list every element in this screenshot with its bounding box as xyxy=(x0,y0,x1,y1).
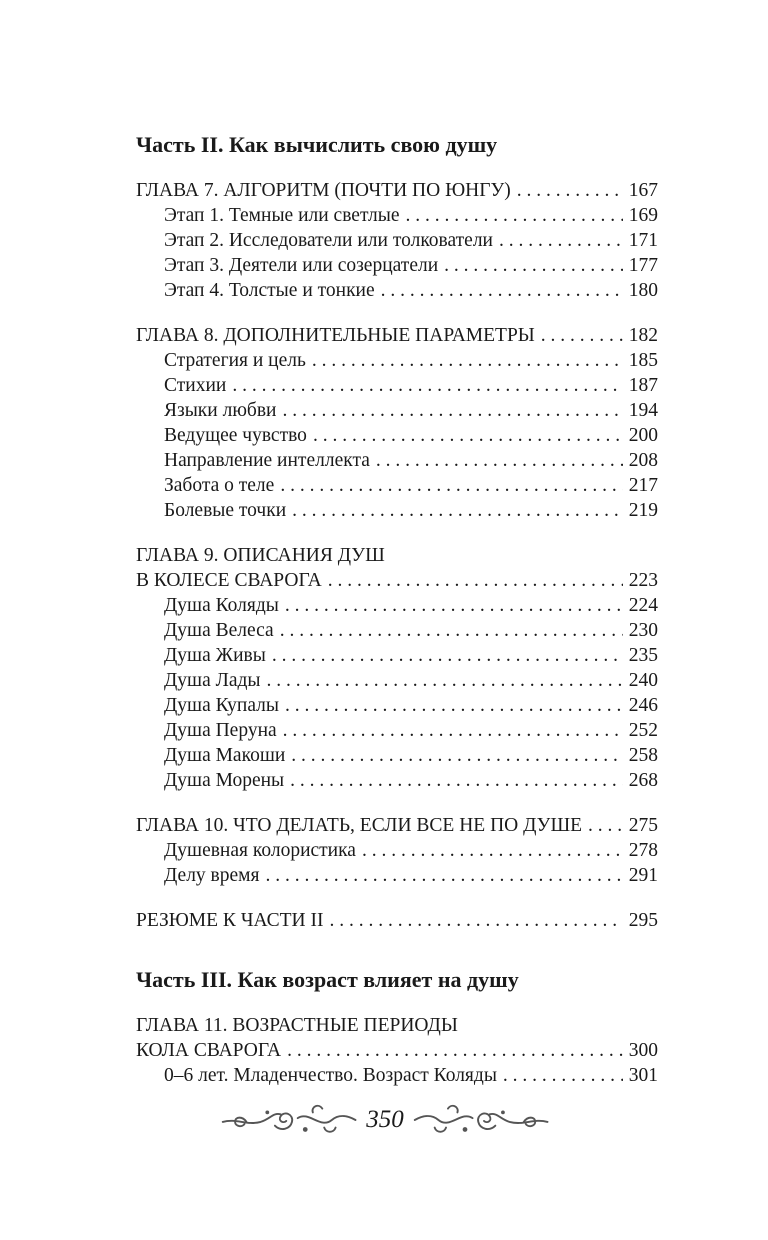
toc-sub-entry[interactable] xyxy=(136,838,658,863)
page-number: 350 xyxy=(366,1106,404,1133)
toc-sub-entry[interactable] xyxy=(136,278,658,303)
leader-dots xyxy=(328,568,623,593)
toc-sub-entry[interactable] xyxy=(136,203,658,228)
page-ref: 167 xyxy=(628,180,658,201)
toc-sub-entry[interactable] xyxy=(136,668,658,693)
leader-dots xyxy=(282,398,622,423)
leader-dots xyxy=(517,178,623,203)
page-ref: 275 xyxy=(628,815,658,836)
entry-label: Болевые точки xyxy=(164,500,287,521)
chapter-title-line: ГЛАВА 11. ВОЗРАСТНЫЕ ПЕРИОДЫ xyxy=(136,1015,458,1036)
summary-title: РЕЗЮМЕ К ЧАСТИ II xyxy=(136,910,324,931)
page-ref: 224 xyxy=(628,595,658,616)
page-ref: 169 xyxy=(628,205,658,226)
page-ref: 301 xyxy=(628,1065,658,1086)
entry-label: Этап 2. Исследователи или толкователи xyxy=(164,230,493,251)
entry-label: Душевная колористика xyxy=(164,840,356,861)
toc-sub-entry[interactable] xyxy=(136,398,658,423)
entry-label: Этап 1. Темные или светлые xyxy=(164,205,400,226)
entry-label: 0–6 лет. Младенчество. Возраст Коляды xyxy=(164,1065,497,1086)
page-ref: 252 xyxy=(628,720,658,741)
entry-label: Забота о теле xyxy=(164,475,275,496)
leader-dots xyxy=(267,668,623,693)
toc-sub-entry[interactable] xyxy=(136,1063,658,1088)
entry-label: Стихии xyxy=(164,375,227,396)
chapter-title: В КОЛЕСЕ СВАРОГА xyxy=(136,570,322,591)
leader-dots xyxy=(362,838,623,863)
page-ref: 182 xyxy=(628,325,658,346)
entry-label: Стратегия и цель xyxy=(164,350,306,371)
leader-dots xyxy=(588,813,623,838)
chapter-title: ГЛАВА 10. ЧТО ДЕЛАТЬ, ЕСЛИ ВСЕ НЕ ПО ДУШЕ xyxy=(136,815,583,836)
toc-sub-entry[interactable] xyxy=(136,643,658,668)
toc-chapter-entry[interactable] xyxy=(136,178,658,203)
page-ref: 240 xyxy=(628,670,658,691)
leader-dots xyxy=(291,743,622,768)
toc-chapter-entry[interactable] xyxy=(136,1038,658,1063)
leader-dots xyxy=(280,618,623,643)
leader-dots xyxy=(313,423,623,448)
leader-dots xyxy=(287,1038,623,1063)
toc-sub-entry[interactable] xyxy=(136,448,658,473)
leader-dots xyxy=(503,1063,623,1088)
leader-dots xyxy=(232,373,622,398)
page-ref: 208 xyxy=(628,450,658,471)
toc-sub-entry[interactable] xyxy=(136,253,658,278)
entry-label: Душа Живы xyxy=(164,645,266,666)
leader-dots xyxy=(283,718,623,743)
part-title: Часть III. Как возраст влияет на душу xyxy=(136,967,519,992)
page-ref: 185 xyxy=(628,350,658,371)
toc-sub-entry[interactable] xyxy=(136,348,658,373)
toc-sub-entry[interactable] xyxy=(136,228,658,253)
toc-chapter-entry[interactable] xyxy=(136,908,658,933)
page-ref: 200 xyxy=(628,425,658,446)
leader-dots xyxy=(312,348,623,373)
leader-dots xyxy=(280,473,622,498)
toc-sub-entry[interactable] xyxy=(136,593,658,618)
toc-sub-entry[interactable] xyxy=(136,423,658,448)
page-ref: 180 xyxy=(628,280,658,301)
leader-dots xyxy=(272,643,623,668)
chapter-title-line: ГЛАВА 9. ОПИСАНИЯ ДУШ xyxy=(136,545,385,566)
toc-sub-entry[interactable] xyxy=(136,768,658,793)
entry-label: Душа Велеса xyxy=(164,620,274,641)
leader-dots xyxy=(285,593,623,618)
toc-chapter-entry[interactable] xyxy=(136,323,658,348)
chapter-title: КОЛА СВАРОГА xyxy=(136,1040,282,1061)
toc-chapter-entry[interactable] xyxy=(136,568,658,593)
page-ref: 295 xyxy=(628,910,658,931)
part-title: Часть II. Как вычислить свою душу xyxy=(136,132,498,157)
leader-dots xyxy=(405,203,622,228)
entry-label: Душа Макоши xyxy=(164,745,286,766)
leader-dots xyxy=(381,278,623,303)
leader-dots xyxy=(265,863,622,888)
entry-label: Направление интеллекта xyxy=(164,450,370,471)
page-ref: 230 xyxy=(628,620,658,641)
leader-dots xyxy=(541,323,623,348)
toc-sub-entry[interactable] xyxy=(136,618,658,643)
page-ref: 235 xyxy=(628,645,658,666)
page-ref: 194 xyxy=(628,400,658,421)
toc-sub-entry[interactable] xyxy=(136,743,658,768)
toc-sub-entry[interactable] xyxy=(136,693,658,718)
page-footer xyxy=(218,1098,552,1142)
page-ref: 217 xyxy=(628,475,658,496)
entry-label: Делу время xyxy=(164,865,260,886)
chapter-title: ГЛАВА 8. ДОПОЛНИТЕЛЬНЫЕ ПАРАМЕТРЫ xyxy=(136,325,535,346)
ornament-left-icon xyxy=(218,1100,360,1140)
toc-chapter-entry[interactable] xyxy=(136,813,658,838)
leader-dots xyxy=(285,693,623,718)
ornament-right-icon xyxy=(410,1100,552,1140)
page-ref: 278 xyxy=(628,840,658,861)
entry-label: Душа Перуна xyxy=(164,720,277,741)
entry-label: Душа Лады xyxy=(164,670,261,691)
page-ref: 187 xyxy=(628,375,658,396)
entry-label: Этап 4. Толстые и тонкие xyxy=(164,280,375,301)
toc-sub-entry[interactable] xyxy=(136,473,658,498)
entry-label: Этап 3. Деятели или созерцатели xyxy=(164,255,439,276)
chapter-title: ГЛАВА 7. АЛГОРИТМ (ПОЧТИ ПО ЮНГУ) xyxy=(136,180,511,201)
toc-sub-entry[interactable] xyxy=(136,373,658,398)
page-ref: 171 xyxy=(628,230,658,251)
leader-dots xyxy=(329,908,622,933)
page-ref: 223 xyxy=(628,570,658,591)
page-ref: 177 xyxy=(628,255,658,276)
page-ref: 300 xyxy=(628,1040,658,1061)
toc-sub-entry[interactable] xyxy=(136,718,658,743)
entry-label: Душа Купалы xyxy=(164,695,279,716)
leader-dots xyxy=(376,448,623,473)
table-of-contents xyxy=(136,130,658,1088)
entry-label: Языки любви xyxy=(164,400,277,421)
toc-sub-entry[interactable] xyxy=(136,498,658,523)
page-ref: 246 xyxy=(628,695,658,716)
page-ref: 268 xyxy=(628,770,658,791)
entry-label: Ведущее чувство xyxy=(164,425,307,446)
leader-dots xyxy=(499,228,623,253)
leader-dots xyxy=(444,253,623,278)
toc-sub-entry[interactable] xyxy=(136,863,658,888)
entry-label: Душа Морены xyxy=(164,770,285,791)
page-ref: 219 xyxy=(628,500,658,521)
leader-dots xyxy=(290,768,623,793)
leader-dots xyxy=(292,498,623,523)
entry-label: Душа Коляды xyxy=(164,595,279,616)
page-ref: 258 xyxy=(628,745,658,766)
page-ref: 291 xyxy=(628,865,658,886)
